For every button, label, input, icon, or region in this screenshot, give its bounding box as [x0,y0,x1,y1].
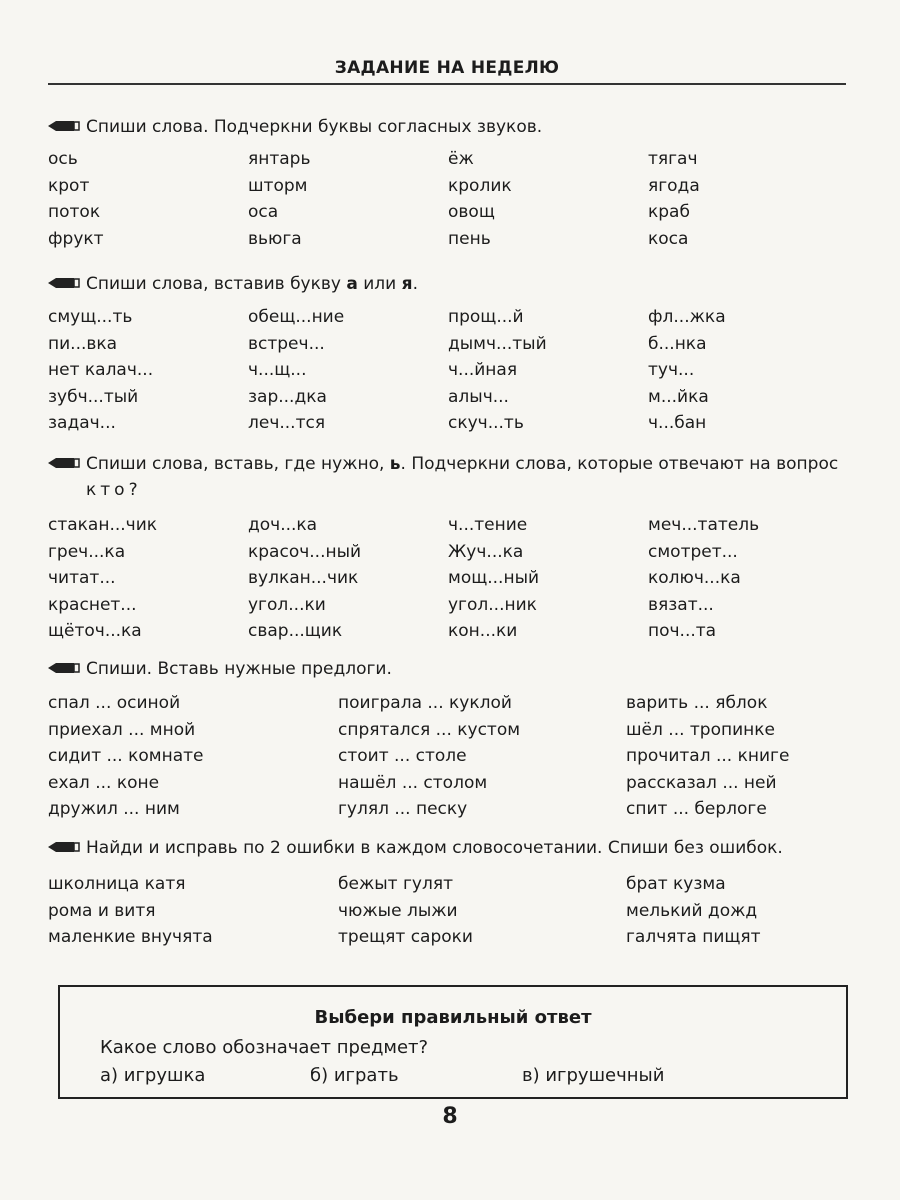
phrase: прочитал ... книге [626,746,790,767]
word: красоч...ный [248,541,362,562]
word: оса [248,202,279,223]
pencil-icon [48,118,80,134]
phrase: сидит ... комнате [48,746,204,767]
word: тягач [648,149,698,169]
answer-question: Какое слово обозначает предмет? [100,1037,429,1058]
word: янтарь [248,149,311,169]
phrase: поиграла ... куклой [338,693,512,713]
word: обещ...ние [248,307,345,327]
word: дымч...тый [448,333,547,354]
exercise-3 [48,451,858,645]
word: зар...дка [248,386,327,407]
word: крот [48,175,90,196]
word: встреч... [248,333,325,354]
header-divider [48,83,846,85]
word: ч...щ... [248,360,307,381]
exercise-4-words [48,690,858,823]
word: зубч...тый [48,386,139,407]
phrase: бежыт гулят [338,874,453,894]
word: овощ [448,202,495,223]
word: Жуч...ка [448,541,524,562]
word: фрукт [48,228,104,249]
phrase: шёл ... тропинке [626,719,775,740]
word: ч...тение [448,515,528,535]
exercise-2-instruction: Спиши слова, вставив букву а или я. [48,271,858,297]
answer-option-b: б) играть [310,1065,399,1086]
word: свар...щик [248,621,343,642]
word: фл...жка [648,307,726,327]
word: поток [48,202,101,223]
word: смотрет... [648,541,738,562]
phrase: спит ... берлоге [626,799,767,820]
word: колюч...ка [648,568,741,589]
exercise-1-instruction: Спиши слова. Подчеркни буквы согласных звуков. [48,114,858,140]
word: ёж [448,149,474,169]
exercise-2-words [48,304,858,437]
phrase: приехал ... мной [48,719,196,740]
exercise-3-instruction: Спиши слова, вставь, где нужно, ь. Подчеркни слова, которые отвечают на вопрос кто? [48,451,858,503]
word: стакан...чик [48,515,158,535]
pencil-icon [48,455,80,471]
phrase: школница катя [48,874,186,894]
word: вьюга [248,228,302,249]
phrase: ехал ... коне [48,772,160,793]
word: нет калач... [48,360,154,381]
phrase: мелький дожд [626,900,758,921]
word: прощ...й [448,307,524,327]
phrase: стоит ... столе [338,746,467,767]
word: скуч...ть [448,413,524,434]
phrase: чюжые лыжи [338,900,458,921]
exercise-5-words [48,871,858,951]
phrase: дружил ... ним [48,799,180,820]
phrase: трещят сароки [338,927,473,948]
word: коса [648,228,689,249]
exercise-1 [48,114,858,252]
phrase: рома и витя [48,900,156,921]
phrase: спал ... осиной [48,693,181,713]
choose-answer-box [58,985,848,1099]
answer-box-title: Выбери правильный ответ [314,1007,592,1028]
word: вулкан...чик [248,568,359,589]
word: меч...татель [648,515,760,535]
answer-option-a: а) игрушка [100,1065,206,1086]
phrase: брат кузма [626,874,726,894]
answer-option-c: в) игрушечный [522,1065,665,1086]
word: краб [648,202,690,223]
word: пень [448,228,491,249]
phrase: варить ... яблок [626,693,768,713]
word: доч...ка [248,515,318,535]
word: угол...ки [248,594,326,615]
phrase: гулял ... песку [338,799,468,820]
word: леч...тся [248,413,326,434]
phrase: спрятался ... кустом [338,719,521,740]
exercise-3-words [48,512,858,645]
word: м...йка [648,386,709,407]
word: мощ...ный [448,568,540,589]
word: алыч... [448,386,509,407]
phrase: нашёл ... столом [338,772,488,793]
word: кон...ки [448,621,518,642]
exercise-4-instruction: Спиши. Вставь нужные предлоги. [48,656,858,682]
exercise-1-words [48,146,858,252]
pencil-icon [48,839,80,855]
word: ч...бан [648,413,707,434]
page-header: ЗАДАНИЕ НА НЕДЕЛЮ [334,58,560,78]
word: щёточ...ка [48,621,142,642]
word: пи...вка [48,333,118,354]
word: читат... [48,568,116,589]
word: задач... [48,413,116,434]
word: смущ...ть [48,307,133,327]
word: ось [48,149,78,169]
phrase: галчята пищят [626,927,761,948]
phrase: рассказал ... ней [626,772,777,793]
exercise-5 [48,835,858,951]
word: б...нка [648,333,707,354]
word: краснет... [48,594,137,615]
word: ягода [648,175,700,196]
pencil-icon [48,275,80,291]
pencil-icon [48,660,80,676]
word: кролик [448,175,512,196]
word: шторм [248,175,308,196]
word: греч...ка [48,541,126,562]
word: ч...йная [448,360,518,381]
word: туч... [648,360,695,381]
exercise-4 [48,656,858,823]
exercise-2 [48,271,858,437]
phrase: маленкие внучята [48,927,213,948]
word: вязат... [648,594,714,615]
exercise-5-instruction: Найди и исправь по 2 ошибки в каждом словосочетании. Спиши без ошибок. [48,835,858,861]
word: поч...та [648,621,717,642]
page-number: 8 [442,1104,458,1129]
word: угол...ник [448,594,537,615]
